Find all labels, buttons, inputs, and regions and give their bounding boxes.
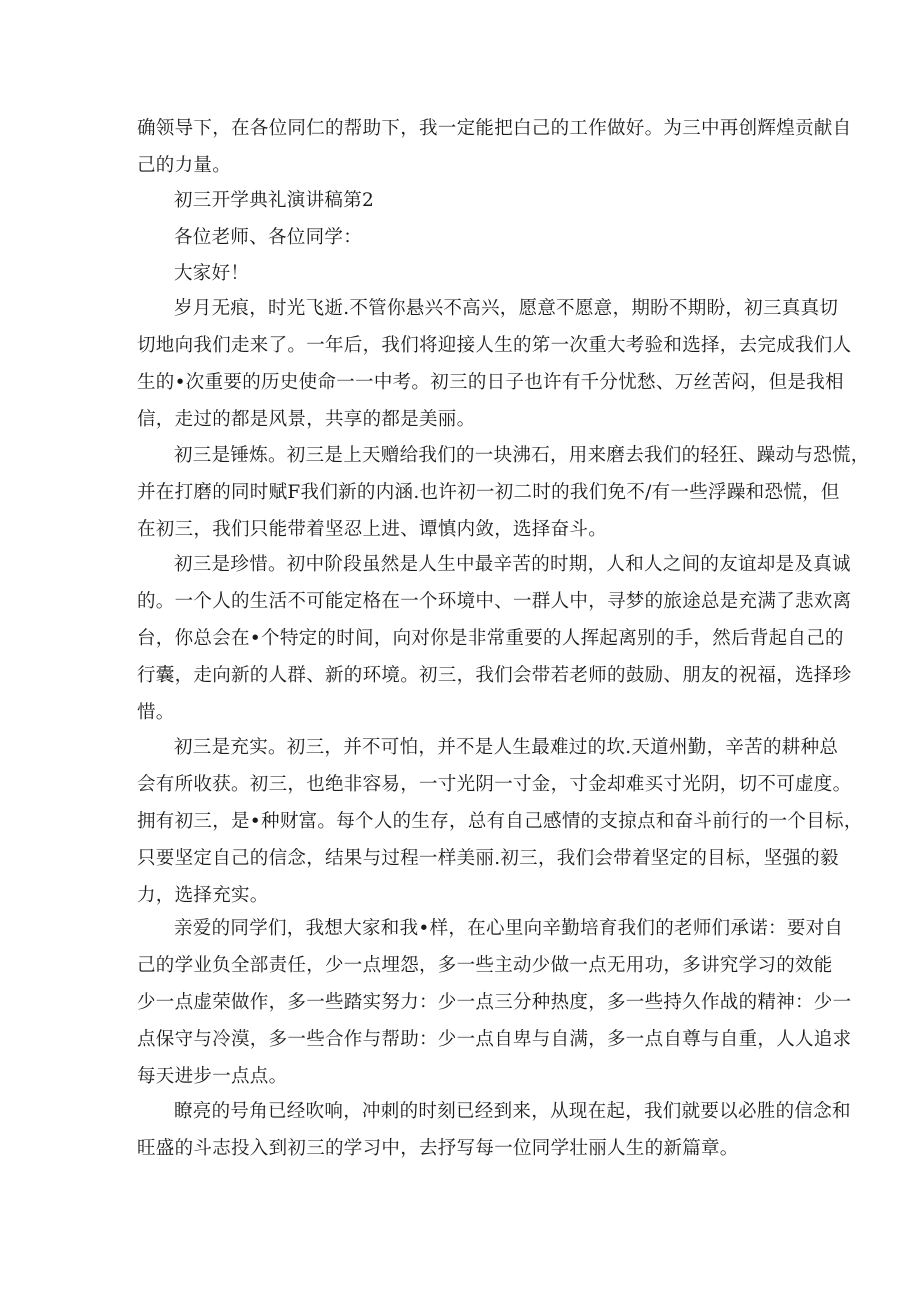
text-line: 信，走过的都是风景，共享的都是美丽。 [137,409,476,430]
heading-text: 初三开学典礼演讲稿第2 [174,190,375,211]
text-line: 力，选择充实。 [137,885,269,906]
intro-paragraph [137,116,852,178]
paragraph-1 [137,296,852,432]
text-line: 亲爱的同学们，我想大家和我•样，在心里向辛勤培育我们的老师们承诺：要对自 [174,918,844,939]
text-line: 初三是锤炼。初三是上天赠给我们的一块沸石，用来磨去我们的轻狂、躁动与恐慌， [174,445,870,466]
paragraph-2 [137,443,870,542]
text-line: 会有所收获。初三，也绝非容易，一寸光阴一寸金，寸金却难买寸光阴，切不可虚度。 [137,774,852,795]
text-line: 点保守与冷漠，多一些合作与帮助：少一点自卑与自满，多一点自尊与自重，人人追求 [137,1029,852,1050]
greeting-text: 大家好！ [174,263,250,284]
text-line: 初三是充实。初三，并不可怕，并不是人生最难过的坎.天道州勤，辛苦的耕种总 [174,737,839,758]
text-line: 的。一个人的生活不可能定格在一个环境中、一群人中，寻梦的旅途总是充满了悲欢离 [137,591,852,612]
text-line: 惜。 [137,702,175,723]
section-heading [137,188,787,213]
text-line: 确领导下，在各位同仁的帮助下，我一定能把白己的工作做好。为三中再创辉煌贡献自 [137,118,852,139]
salutation [137,225,787,250]
paragraph-4 [137,735,863,908]
text-line: 少一点虚荣做作，多一些踏实努力：少一点三分种热度，多一些持久作战的精神：少一 [137,992,852,1013]
text-line: 切地向我们走来了。一年后，我们将迎接人生的笫一次重大考验和选择，去完成我们人 [137,335,852,356]
text-line: 行囊，走向新的人群、新的环境。初三，我们会带若老师的鼓励、朋友的祝福，选择珍 [137,665,852,686]
text-line: 每天进步一点点。 [137,1066,288,1087]
text-line: 旺盛的斗志投入到初三的学习中，去抒写每一位同学壮丽人生的新篇章。 [137,1138,739,1159]
paragraph-3 [137,552,852,725]
text-line: 并在打磨的同时赋F我们新的内涵.也许初一初二时的我们免不/有一些浮躁和恐慌，但 [137,482,840,503]
text-line: 己的力量。 [137,155,232,176]
text-line: 台，你总会在•个特定的时间，向对你是非常重要的人挥起离别的手，然后背起自己的 [137,628,844,649]
text-line: 岁月无痕，时光飞逝.不管你悬兴不高兴，愿意不愿意，期盼不期盼，初三真真切 [174,298,839,319]
text-line: 己的学业负全部责任，少一点埋怨，多一些主动少做一点无用功，多讲究学习的效能 [137,955,833,976]
text-line: 生的•次重要的历史使命一一中考。初三的日子也许有千分忧愁、万丝苦闷，但是我相 [137,372,844,393]
paragraph-5 [137,916,852,1089]
text-line: 拥有初三，是•种财富。每个人的生存，总有自己感情的支掠点和奋斗前行的一个目标， [137,811,863,832]
text-line: 瞭亮的号角已经吹响，冲刺的时刻已经到来，从现在起，我们就要以必胜的信念和 [174,1101,851,1122]
text-line: 在初三，我们只能带着坚忍上进、谭慎内敛，选择奋斗。 [137,519,608,540]
paragraph-6 [137,1099,851,1161]
salutation-text: 各位老师、各位同学： [174,227,363,248]
greeting [137,261,787,286]
text-line: 只要坚定自己的信念，结果与过程一样美丽.初三，我们会带着坚定的目标，坚强的毅 [137,848,839,869]
text-line: 初三是珍惜。初中阶段虽然是人生中最辛苦的时期，人和人之间的友谊却是及真诚 [174,554,851,575]
